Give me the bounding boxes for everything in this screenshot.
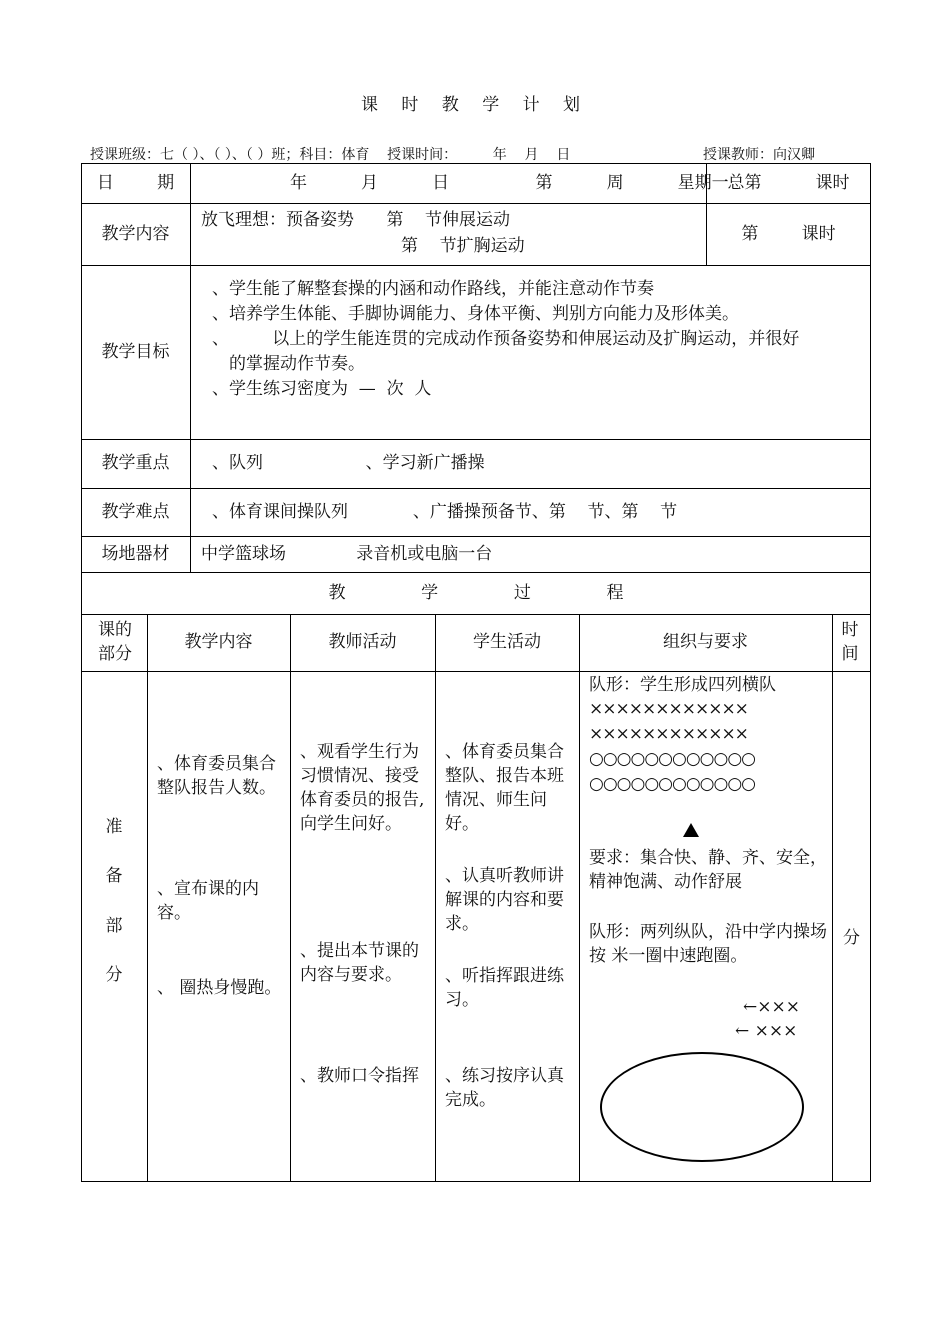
teacher-item-3: 、教师口令指挥 xyxy=(300,1066,419,1086)
content-line-2: 第 节扩胸运动 xyxy=(401,236,525,256)
col-part: 课的部分 xyxy=(98,620,132,664)
col-teacher: 教师活动 xyxy=(328,632,397,652)
page-title: 课 时 教 学 计 划 xyxy=(360,95,590,115)
date-label: 日 期 xyxy=(96,173,175,193)
process-header: 教 学 过 程 xyxy=(328,583,624,603)
total-lesson: 总第 课时 xyxy=(727,173,850,193)
teacher-info: 授课教师：向汉卿 xyxy=(703,147,815,163)
student-item-4: 、练习按序认真完成。 xyxy=(445,1066,564,1110)
difficult-value: 、体育课间操队列 、广播操预备节、第 节、第 节 xyxy=(212,502,678,522)
formation-row-3: ○○○○○○○○○○○○ xyxy=(589,749,756,769)
col-content: 教学内容 xyxy=(184,632,253,652)
content-item-3: 、 圈热身慢跑。 xyxy=(157,978,282,998)
formation-2: 队形：两列纵队，沿中学内操场按 米一圈中速跑圈。 xyxy=(589,922,827,966)
student-item-3: 、听指挥跟进练习。 xyxy=(445,966,564,1010)
col-student: 学生活动 xyxy=(473,632,541,652)
teacher-position-marker-icon xyxy=(683,823,699,837)
column-arrow-1: ←××× xyxy=(743,997,800,1017)
col-time: 时间 xyxy=(841,620,859,664)
part-char-1: 准 xyxy=(105,817,123,837)
student-item-2: 、认真听教师讲解课的内容和要求。 xyxy=(445,866,564,934)
content-label: 教学内容 xyxy=(101,224,170,244)
teacher-item-2: 、提出本节课的内容与要求。 xyxy=(300,941,419,985)
goal-2: 、培养学生体能、手脚协调能力、身体平衡、判别方向能力及形体美。 xyxy=(212,304,739,324)
column-arrow-2: ← ××× xyxy=(735,1021,798,1041)
key-value: 、队列 、学习新广播操 xyxy=(212,453,485,473)
student-item-1: 、体育委员集合整队、报告本班情况、师生问好。 xyxy=(445,742,564,834)
part-char-4: 分 xyxy=(105,965,123,985)
goal-4: 、学生练习密度为 — 次 人 xyxy=(212,379,432,399)
time-value: 分 xyxy=(843,928,860,948)
goals-label: 教学目标 xyxy=(101,342,170,362)
part-char-2: 备 xyxy=(105,866,123,886)
key-label: 教学重点 xyxy=(101,453,170,473)
formation-1: 队形：学生形成四列横队 xyxy=(589,675,776,695)
part-char-3: 部 xyxy=(105,916,123,936)
content-item-2: 、宣布课的内容。 xyxy=(157,879,259,923)
difficult-label: 教学难点 xyxy=(101,502,170,522)
formation-row-4: ○○○○○○○○○○○○ xyxy=(589,774,756,794)
formation-row-2: ×××××××××××× xyxy=(589,724,748,744)
lesson-number: 第 课时 xyxy=(741,224,836,244)
running-track-icon xyxy=(600,1052,804,1162)
teacher-item-1: 、观看学生行为习惯情况、接受体育委员的报告,向学生问好。 xyxy=(300,742,425,834)
goal-3: 、 以上的学生能连贯的完成动作预备姿势和伸展运动及扩胸运动，并很好 xyxy=(212,329,800,349)
col-organize: 组织与要求 xyxy=(663,632,748,652)
goal-1: 、学生能了解整套操的内涵和动作路线，并能注意动作节奏 xyxy=(212,279,654,299)
class-info: 授课班级：七（ ）、（ ）、（ ）班；科目：体育 授课时间： 年 月 日 xyxy=(90,147,571,163)
formation-row-1: ×××××××××××× xyxy=(589,699,748,719)
content-line-1: 放飞理想：预备姿势 第 节伸展运动 xyxy=(201,210,511,230)
venue-label: 场地器材 xyxy=(101,544,170,564)
venue-value: 中学篮球场 录音机或电脑一台 xyxy=(201,544,493,564)
requirement: 要求：集合快、静、齐、安全，精神饱满、动作舒展 xyxy=(589,848,827,892)
goal-3-cont: 的掌握动作节奏。 xyxy=(229,354,365,374)
content-item-1: 、体育委员集合整队报告人数。 xyxy=(157,754,276,798)
date-value: 年 月 日 第 周 星期一 xyxy=(290,173,729,193)
